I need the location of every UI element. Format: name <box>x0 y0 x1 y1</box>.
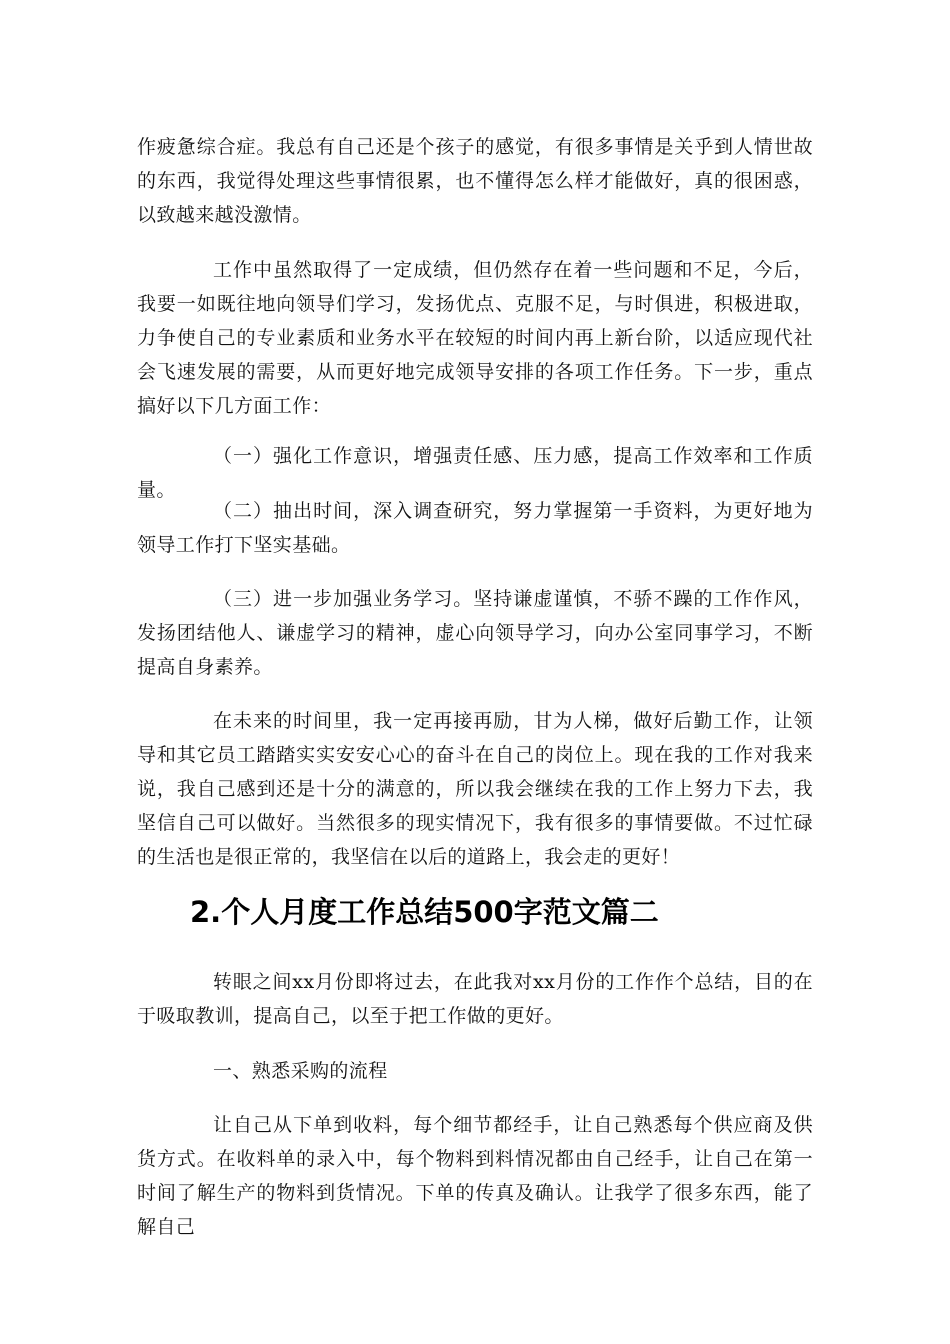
paragraph-2: 工作中虽然取得了一定成绩，但仍然存在着一些问题和不足，今后，我要一如既往地向领导们学习，发扬优点、克服不足，与时俱进，积极进取，力争使自己的专业素质和业务水平在较短的时间内再上新台阶，以适应现代社会飞速发展的需要，从而更好地完成领导安排的各项工作任务。下一步，重点搞好以下几方面工作： <box>137 259 813 417</box>
section-heading: 2.个人月度工作总结500字范文篇二 <box>190 895 659 929</box>
list-item-3: （三）进一步加强业务学习。坚持谦虚谨慎，不骄不躁的工作作风，发扬团结他人、谦虚学习的精神，虚心向领导学习，向办公室同事学习，不断提高自身素养。 <box>137 588 813 678</box>
paragraph-4: 转眼之间xx月份即将过去，在此我对xx月份的工作作个总结，目的在于吸取教训，提高自己，以至于把工作做的更好。 <box>137 971 813 1027</box>
subheading-1: 一、熟悉采购的流程 <box>213 1060 388 1082</box>
list-item-2: （二）抽出时间，深入调查研究，努力掌握第一手资料，为更好地为领导工作打下坚实基础。 <box>137 500 813 556</box>
list-item-1: （一）强化工作意识，增强责任感、压力感，提高工作效率和工作质量。 <box>137 445 813 501</box>
paragraph-3: 在未来的时间里，我一定再接再励，甘为人梯，做好后勤工作，让领导和其它员工踏踏实实安安心心的奋斗在自己的岗位上。现在我的工作对我来说，我自己感到还是十分的满意的，所以我会继续在我的工作上努力下去，我坚信自己可以做好。当然很多的现实情况下，我有很多的事情要做。不过忙碌的生活也是很正常的，我坚信在以后的道路上，我会走的更好！ <box>137 710 813 868</box>
paragraph-1: 作疲惫综合症。我总有自己还是个孩子的感觉，有很多事情是关乎到人情世故的东西，我觉得处理这些事情很累，也不懂得怎么样才能做好，真的很困惑，以致越来越没激情。 <box>137 136 813 226</box>
paragraph-5: 让自己从下单到收料，每个细节都经手，让自己熟悉每个供应商及供货方式。在收料单的录入中，每个物料到料情况都由自己经手，让自己在第一时间了解生产的物料到货情况。下单的传真及确认。让我学了很多东西，能了解自己 <box>137 1114 813 1238</box>
